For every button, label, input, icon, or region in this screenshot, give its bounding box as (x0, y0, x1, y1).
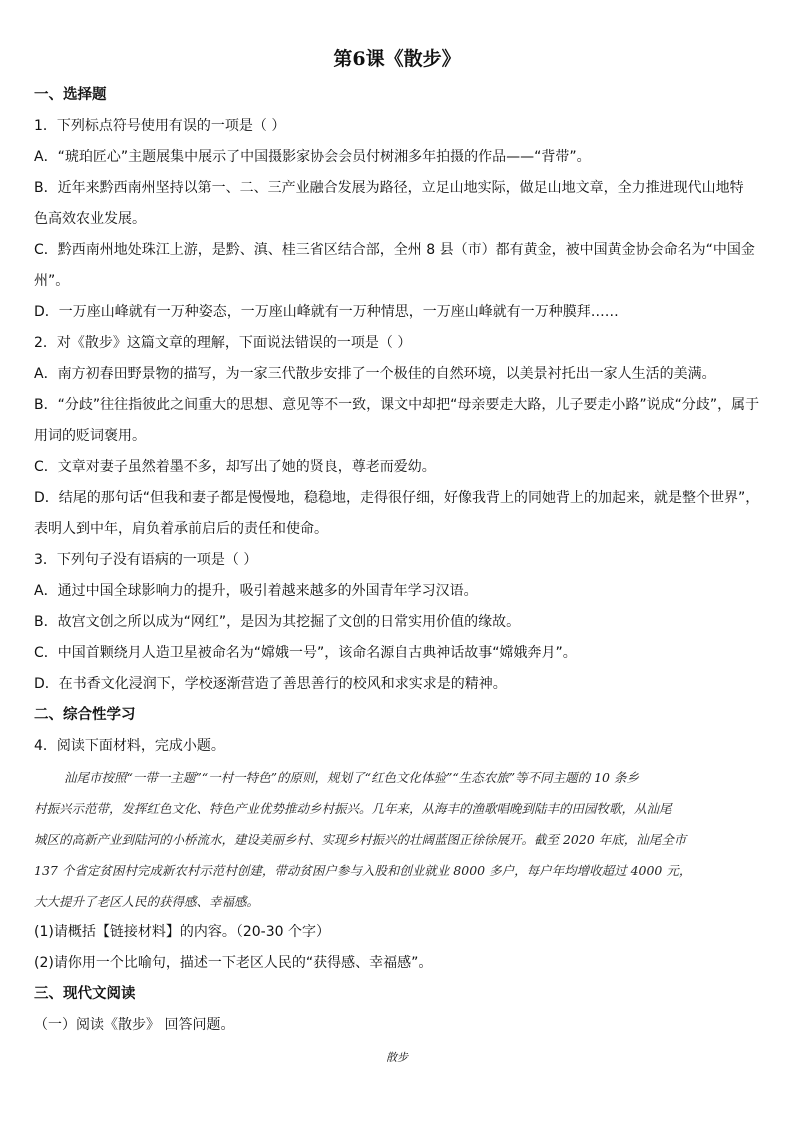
question-3-option-d: D．在书香文化浸润下，学校逐渐营造了善思善行的校风和求实求是的精神。 (34, 676, 507, 692)
question-2-option-b: B．“分歧”往往指彼此之间重大的思想、意见等不一致，课文中却把“母亲要走大路，儿子要走小路”说成“分歧”，属于 (34, 397, 760, 413)
question-3-stem: 3．下列句子没有语病的一项是（ ） (34, 552, 258, 568)
material-line: 村振兴示范带，发挥红色文化、特色产业优势推动乡村振兴。几年来，从海丰的渔歌唱晚到陆丰的田园牧歌，从汕尾 (34, 801, 672, 816)
reading-intro: （一）阅读《散步》 回答问题。 (34, 1017, 235, 1033)
question-1-stem: 1．下列标点符号使用有误的一项是（ ） (34, 118, 286, 134)
material-line: 大大提升了老区人民的获得感、幸福感。 (34, 894, 260, 909)
section-heading-comprehensive: 二、综合性学习 (34, 707, 136, 723)
question-4-sub-2: (2)请你用一个比喻句，描述一下老区人民的“获得感、幸福感”。 (34, 955, 433, 971)
question-1-option-a: A．“琥珀匠心”主题展集中展示了中国摄影家协会会员付树湘多年拍摄的作品——“背带”。 (34, 149, 591, 165)
question-4-stem: 4．阅读下面材料，完成小题。 (34, 738, 225, 754)
question-3-option-b: B．故宫文创之所以成为“网红”，是因为其挖掘了文创的日常实用价值的缘故。 (34, 614, 521, 630)
page-title: 第6课《散步》 (333, 48, 461, 70)
section-heading-choice: 一、选择题 (34, 87, 107, 103)
material-line: 城区的高新产业到陆河的小桥流水，建设美丽乡村、实现乡村振兴的壮阔蓝图正徐徐展开。截至 2020 年底，汕尾全市 (34, 832, 687, 847)
question-1-option-c: C．黔西南州地处珠江上游，是黔、滇、桂三省区结合部，全州 8 县（市）都有黄金，被中国黄金协会命名为“中国金 (34, 242, 755, 258)
question-2-option-b-cont: 用词的贬词褒用。 (34, 428, 146, 444)
question-1-option-d: D．一万座山峰就有一万种姿态，一万座山峰就有一万种情思，一万座山峰就有一万种膜拜…… (34, 304, 619, 320)
question-1-option-c-cont: 州”。 (34, 273, 70, 289)
question-2-stem: 2．对《散步》这篇文章的理解，下面说法错误的一项是（ ） (34, 335, 412, 351)
material-line: 137 个省定贫困村完成新农村示范村创建，带动贫困户参与入股和创业就业 8000 多户，每户年均增收超过 4000 元， (34, 863, 692, 878)
reading-material (34, 762, 764, 917)
passage-title: 散步 (386, 1051, 408, 1064)
question-3-option-c: C．中国首颗绕月人造卫星被命名为“嫦娥一号”，该命名源自古典神话故事“嫦娥奔月”。 (34, 645, 577, 661)
question-1-option-b: B．近年来黔西南州坚持以第一、二、三产业融合发展为路径，立足山地实际，做足山地文章，全力推进现代山地特 (34, 180, 744, 196)
question-4-sub-1: (1)请概括【链接材料】的内容。（20-30 个字） (34, 924, 330, 940)
material-line: 汕尾市按照“一带一主题”“一村一特色”的原则，规划了“红色文化体验”“生态农旅”等不同主题的 10 条乡 (64, 770, 639, 785)
question-1-option-b-cont: 色高效农业发展。 (34, 211, 146, 227)
section-heading-reading: 三、现代文阅读 (34, 986, 136, 1002)
question-2-option-d-cont: 表明人到中年，肩负着承前启后的责任和使命。 (34, 521, 328, 537)
document-body (34, 80, 764, 1041)
question-2-option-a: A．南方初春田野景物的描写，为一家三代散步安排了一个极佳的自然环境，以美景衬托出一家人生活的美满。 (34, 366, 716, 382)
question-3-option-a: A．通过中国全球影响力的提升，吸引着越来越多的外国青年学习汉语。 (34, 583, 478, 599)
question-2-option-c: C．文章对妻子虽然着墨不多，却写出了她的贤良，尊老而爱幼。 (34, 459, 436, 475)
question-2-option-d: D．结尾的那句话“但我和妻子都是慢慢地，稳稳地，走得很仔细，好像我背上的同她背上的加起来，就是整个世界”， (34, 490, 760, 506)
